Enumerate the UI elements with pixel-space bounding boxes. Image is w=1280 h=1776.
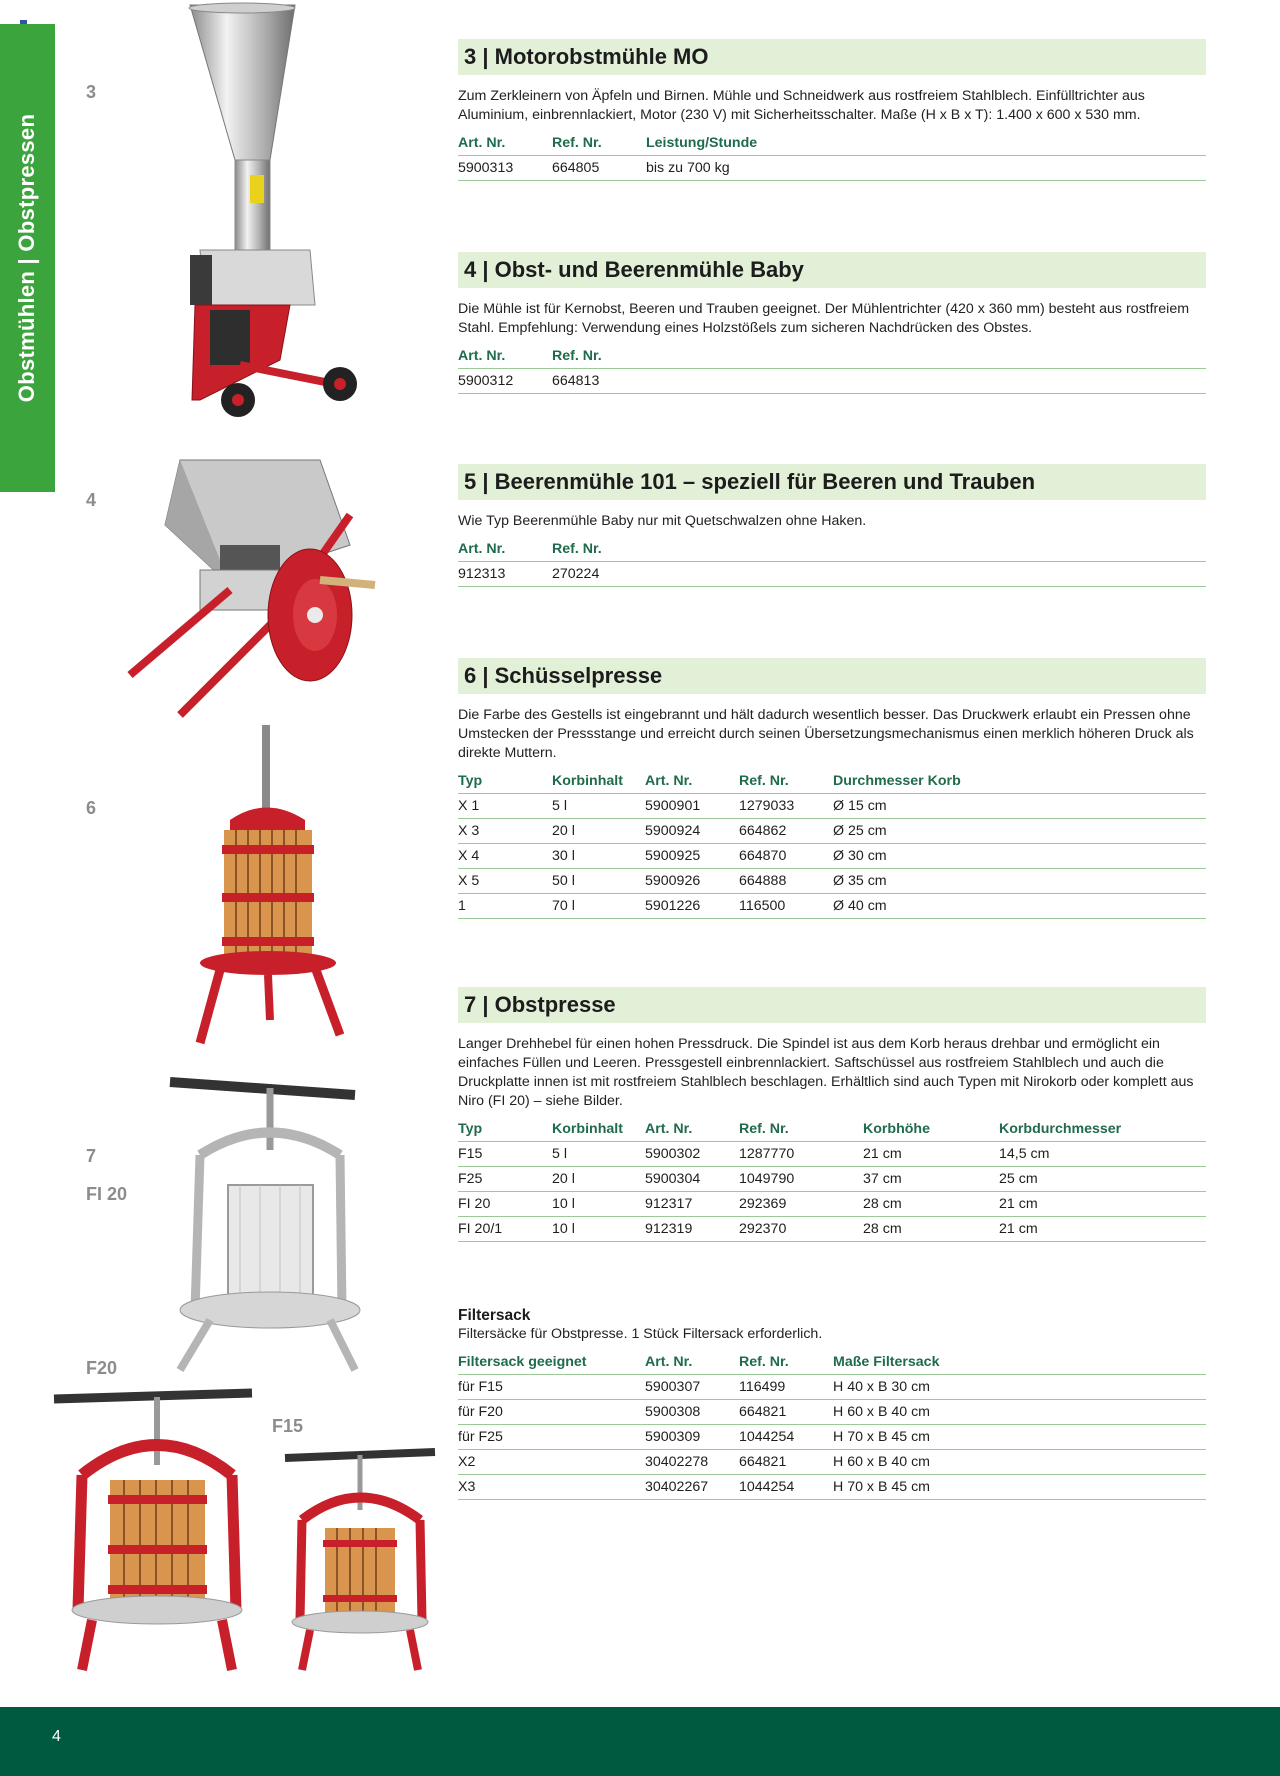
image-label-f15: F15 <box>272 1416 304 1436</box>
section-7-title: 7 | Obstpresse <box>458 987 1206 1023</box>
table-header-row <box>458 344 1206 369</box>
table-cell: 664821 <box>739 1400 833 1425</box>
table-header-row <box>458 1117 1206 1142</box>
bowl-press-image <box>190 725 370 1050</box>
section-3 <box>458 39 1206 181</box>
table-cell: 5900313 <box>458 156 552 181</box>
table-cell: 5900307 <box>645 1375 739 1400</box>
section-5-description: Wie Typ Beerenmühle Baby nur mit Quetschwalzen ohne Haken. <box>458 513 867 529</box>
column-header: Korbhöhe <box>863 1117 999 1142</box>
table-cell: H 40 x B 30 cm <box>833 1375 1206 1400</box>
table-cell: bis zu 700 kg <box>646 156 1206 181</box>
table-cell: 70 l <box>552 894 645 919</box>
column-header: Typ <box>458 769 552 794</box>
table-row <box>458 1167 1206 1192</box>
table-header-row <box>458 537 1206 562</box>
table-cell: 20 l <box>552 1167 645 1192</box>
table-cell: 270224 <box>552 562 1206 587</box>
column-header: Ref. Nr. <box>739 1117 863 1142</box>
footer-bar <box>0 1707 1280 1776</box>
page-number: 4 <box>52 1728 61 1745</box>
section-6-table <box>458 769 1206 919</box>
column-header: Art. Nr. <box>458 344 552 369</box>
table-cell: für F20 <box>458 1400 645 1425</box>
side-tab-label: Obstmühlen | Obstpressen <box>14 113 40 403</box>
table-row <box>458 562 1206 587</box>
table-cell: X2 <box>458 1450 645 1475</box>
filtersack-title: Filtersack <box>458 1307 531 1324</box>
filtersack-description: Filtersäcke für Obstpresse. 1 Stück Filtersack erforderlich. <box>458 1326 823 1342</box>
table-cell: 664862 <box>739 819 833 844</box>
table-cell: 30402278 <box>645 1450 739 1475</box>
table-cell: Ø 40 cm <box>833 894 1206 919</box>
table-cell: X 3 <box>458 819 552 844</box>
table-cell: 25 cm <box>999 1167 1206 1192</box>
table-cell: H 70 x B 45 cm <box>833 1425 1206 1450</box>
table-cell: H 60 x B 40 cm <box>833 1400 1206 1425</box>
table-row <box>458 1142 1206 1167</box>
table-cell: 10 l <box>552 1217 645 1242</box>
column-header: Ref. Nr. <box>552 537 1206 562</box>
section-4-description: Die Mühle ist für Kernobst, Beeren und Trauben geeignet. Der Mühlentrichter (420 x 360 mm) besteht aus rostfreiem Stahl. Empfehlung: Verwendung eines Holzstößels zum sicheren Nachdrücken des Obstes. <box>458 301 1190 336</box>
column-header: Korbinhalt <box>552 1117 645 1142</box>
table-row <box>458 869 1206 894</box>
column-header: Art. Nr. <box>458 131 552 156</box>
section-3-description: Zum Zerkleinern von Äpfeln und Birnen. Mühle und Schneidwerk aus rostfreiem Stahlblech. Einfülltrichter aus Aluminium, einbrennlackiert, Motor (230 V) mit Sicherheitsschalter. Maße (H x B x T): 1.400 x 600 x 530 mm. <box>458 88 1145 123</box>
table-cell: X 4 <box>458 844 552 869</box>
image-label-f20: F20 <box>86 1358 118 1378</box>
table-cell: 664813 <box>552 369 1206 394</box>
table-header-row <box>458 131 1206 156</box>
table-cell: 664870 <box>739 844 833 869</box>
table-cell: Ø 15 cm <box>833 794 1206 819</box>
table-cell: 5901226 <box>645 894 739 919</box>
image-number-3: 3 <box>86 82 97 102</box>
section-4-table <box>458 344 1206 394</box>
table-cell: 5900901 <box>645 794 739 819</box>
table-cell: 1287770 <box>739 1142 863 1167</box>
table-cell: 21 cm <box>999 1192 1206 1217</box>
stainless-press-image <box>160 1070 370 1375</box>
side-tab-label-wrap <box>0 24 55 492</box>
table-cell: 1049790 <box>739 1167 863 1192</box>
table-cell: 664805 <box>552 156 646 181</box>
column-header: Ref. Nr. <box>739 769 833 794</box>
table-header-row <box>458 769 1206 794</box>
table-cell: X 5 <box>458 869 552 894</box>
table-cell: 912317 <box>645 1192 739 1217</box>
table-cell: 5900309 <box>645 1425 739 1450</box>
table-row <box>458 794 1206 819</box>
table-cell: F25 <box>458 1167 552 1192</box>
table-cell: Ø 25 cm <box>833 819 1206 844</box>
table-cell: 5900302 <box>645 1142 739 1167</box>
press-f20-image <box>52 1385 262 1675</box>
section-5-table <box>458 537 1206 587</box>
filtersack-table <box>458 1350 1206 1500</box>
column-header: Leistung/Stunde <box>646 131 1206 156</box>
table-cell: für F25 <box>458 1425 645 1450</box>
table-cell: FI 20 <box>458 1192 552 1217</box>
column-header: Korbinhalt <box>552 769 645 794</box>
image-label-fi20: FI 20 <box>86 1184 128 1204</box>
table-cell: X 1 <box>458 794 552 819</box>
section-4-title: 4 | Obst- und Beerenmühle Baby <box>458 252 1206 288</box>
column-header: Durchmesser Korb <box>833 769 1206 794</box>
section-3-table <box>458 131 1206 181</box>
column-header: Maße Filtersack <box>833 1350 1206 1375</box>
table-cell: Ø 30 cm <box>833 844 1206 869</box>
table-row <box>458 844 1206 869</box>
column-header: Ref. Nr. <box>552 131 646 156</box>
table-cell: 1044254 <box>739 1475 833 1500</box>
berry-mill-image <box>120 455 400 725</box>
table-cell: 664821 <box>739 1450 833 1475</box>
table-row <box>458 156 1206 181</box>
table-cell: 1 <box>458 894 552 919</box>
table-cell: 1279033 <box>739 794 833 819</box>
table-cell: 116500 <box>739 894 833 919</box>
motor-fruit-mill-image <box>170 0 370 430</box>
table-row <box>458 894 1206 919</box>
section-7-description: Langer Drehhebel für einen hohen Pressdruck. Die Spindel ist aus dem Korb heraus drehbar und ermöglicht ein einfaches Füllen und Leeren. Pressgestell einbrennlackiert. Saftschüssel aus rostfreiem Stahlblech und auch die Druckplatte innen ist mit rostfreiem Stahlblech beschlagen. Erhältlich sind auch Typen mit Nirokorb oder komplett aus Niro (FI 20) – siehe Bilder. <box>458 1036 1194 1109</box>
table-header-row <box>458 1350 1206 1375</box>
table-cell: 21 cm <box>999 1217 1206 1242</box>
section-6-title: 6 | Schüsselpresse <box>458 658 1206 694</box>
column-header: Art. Nr. <box>645 1350 739 1375</box>
section-6 <box>458 658 1206 919</box>
table-cell: X3 <box>458 1475 645 1500</box>
table-row <box>458 369 1206 394</box>
column-header: Typ <box>458 1117 552 1142</box>
column-header: Korbdurchmesser <box>999 1117 1206 1142</box>
section-5 <box>458 464 1206 587</box>
table-cell: 5900312 <box>458 369 552 394</box>
table-cell: 5 l <box>552 1142 645 1167</box>
table-row <box>458 1192 1206 1217</box>
table-row <box>458 1375 1206 1400</box>
table-cell: 28 cm <box>863 1192 999 1217</box>
table-row <box>458 819 1206 844</box>
table-cell: 5900925 <box>645 844 739 869</box>
table-cell: 5900924 <box>645 819 739 844</box>
table-cell: 10 l <box>552 1192 645 1217</box>
section-6-description: Die Farbe des Gestells ist eingebrannt und hält dadurch wesentlich besser. Das Druckwerk erlaubt ein Pressen ohne Umstecken der Pressstange und erreicht durch seinen Übersetzungsmechanismus einen merklich höheren Druck als direkte Muttern. <box>458 707 1194 761</box>
section-filtersack <box>458 1307 1206 1500</box>
table-cell: FI 20/1 <box>458 1217 552 1242</box>
table-cell: 5900308 <box>645 1400 739 1425</box>
table-cell: 21 cm <box>863 1142 999 1167</box>
table-cell: 5900926 <box>645 869 739 894</box>
table-cell: 116499 <box>739 1375 833 1400</box>
table-cell: 5 l <box>552 794 645 819</box>
table-cell: H 60 x B 40 cm <box>833 1450 1206 1475</box>
image-number-4: 4 <box>86 490 97 510</box>
column-header: Filtersack geeignet <box>458 1350 645 1375</box>
table-cell: Ø 35 cm <box>833 869 1206 894</box>
table-cell: 292369 <box>739 1192 863 1217</box>
column-header: Art. Nr. <box>458 537 552 562</box>
column-header: Ref. Nr. <box>552 344 1206 369</box>
image-number-7: 7 <box>86 1146 97 1166</box>
press-f15-image <box>280 1440 440 1675</box>
table-cell: für F15 <box>458 1375 645 1400</box>
section-7 <box>458 987 1206 1242</box>
section-5-title: 5 | Beerenmühle 101 – speziell für Beeren und Trauben <box>458 464 1206 500</box>
section-3-title: 3 | Motorobstmühle MO <box>458 39 1206 75</box>
table-cell: F15 <box>458 1142 552 1167</box>
table-row <box>458 1217 1206 1242</box>
table-row <box>458 1400 1206 1425</box>
table-row <box>458 1450 1206 1475</box>
table-cell: 30 l <box>552 844 645 869</box>
image-number-6: 6 <box>86 798 97 818</box>
table-row <box>458 1425 1206 1450</box>
table-cell: 20 l <box>552 819 645 844</box>
table-cell: 1044254 <box>739 1425 833 1450</box>
table-cell: 14,5 cm <box>999 1142 1206 1167</box>
section-4 <box>458 252 1206 394</box>
table-cell: 292370 <box>739 1217 863 1242</box>
table-cell: 912319 <box>645 1217 739 1242</box>
table-cell: H 70 x B 45 cm <box>833 1475 1206 1500</box>
column-header: Ref. Nr. <box>739 1350 833 1375</box>
section-7-table <box>458 1117 1206 1242</box>
table-cell: 912313 <box>458 562 552 587</box>
table-cell: 30402267 <box>645 1475 739 1500</box>
table-cell: 37 cm <box>863 1167 999 1192</box>
table-cell: 28 cm <box>863 1217 999 1242</box>
column-header: Art. Nr. <box>645 1117 739 1142</box>
table-cell: 5900304 <box>645 1167 739 1192</box>
column-header: Art. Nr. <box>645 769 739 794</box>
table-cell: 664888 <box>739 869 833 894</box>
table-row <box>458 1475 1206 1500</box>
table-cell: 50 l <box>552 869 645 894</box>
